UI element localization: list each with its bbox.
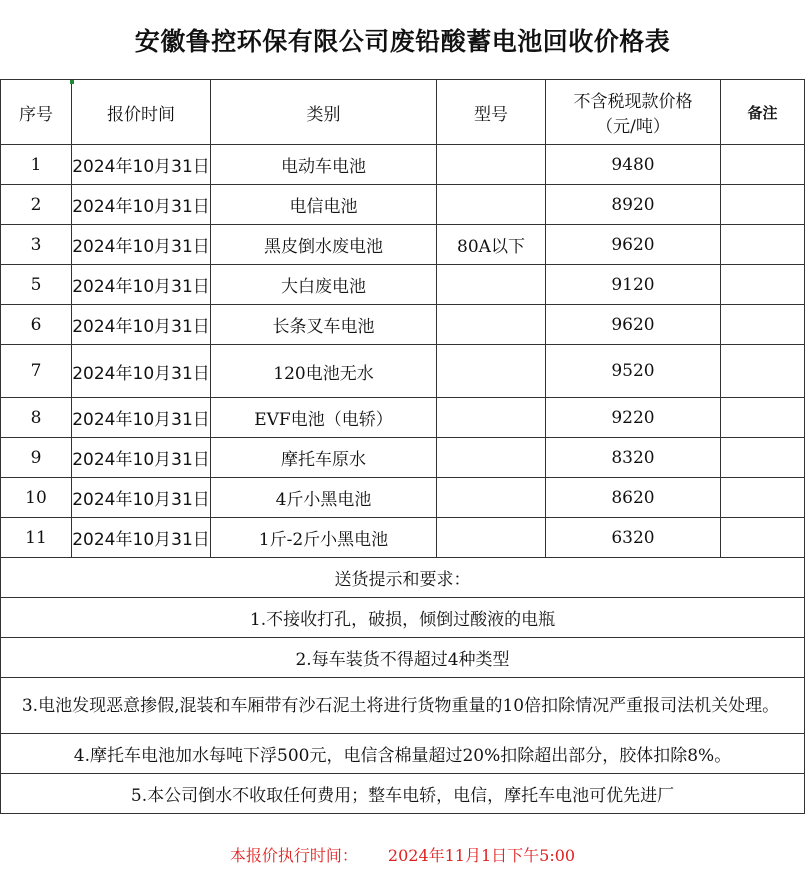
row-category: 大白废电池 [211,265,437,305]
row-model [437,185,546,225]
row-no: 6 [1,305,72,345]
row-model: 80A以下 [437,225,546,265]
header-category: 类别 [211,80,437,145]
requirement-row [1,678,805,734]
row-category: 摩托车原水 [211,438,437,478]
row-note [721,398,805,438]
row-price: 9480 [546,145,721,185]
row-note [721,225,805,265]
row-note [721,305,805,345]
table-row [1,478,805,518]
row-category: 4斤小黑电池 [211,478,437,518]
row-note [721,345,805,398]
requirement-row [1,598,805,638]
row-model [437,265,546,305]
requirement-item: 1.不接收打孔，破损，倾倒过酸液的电瓶 [1,598,805,638]
row-price: 9220 [546,398,721,438]
row-model [437,398,546,438]
row-category: 电动车电池 [211,145,437,185]
execution-time-value: 2024年11月1日下午5:00 [387,845,576,865]
requirement-item: 5.本公司倒水不收取任何费用；整车电轿，电信，摩托车电池可优先进厂 [1,774,805,814]
row-model [437,438,546,478]
table-row [1,518,805,558]
header-model: 型号 [437,80,546,145]
row-date: 2024年10月31日 [72,438,211,478]
table-row [1,185,805,225]
row-date: 2024年10月31日 [72,478,211,518]
row-category: 长条叉车电池 [211,305,437,345]
row-price: 9620 [546,305,721,345]
page-title: 安徽鲁控环保有限公司废铅酸蓄电池回收价格表 [134,27,671,56]
requirements-title: 送货提示和要求： [1,558,805,598]
row-note [721,265,805,305]
header-note: 备注 [721,80,805,145]
row-model [437,518,546,558]
table-row [1,225,805,265]
row-model [437,478,546,518]
table-row [1,398,805,438]
row-price: 8920 [546,185,721,225]
table-row [1,305,805,345]
table-header-row [1,80,805,145]
table-row [1,145,805,185]
requirement-item: 4.摩托车电池加水每吨下浮500元，电信含棉量超过20%扣除超出部分，胶体扣除8%。 [1,734,805,774]
header-price-line2: （元/吨） [596,117,670,137]
row-category: 电信电池 [211,185,437,225]
row-date: 2024年10月31日 [72,225,211,265]
execution-time [0,838,805,870]
row-no: 11 [1,518,72,558]
row-price: 8320 [546,438,721,478]
header-price-line1: 不含税现款价格 [573,92,693,112]
row-price: 9520 [546,345,721,398]
row-model [437,305,546,345]
header-no: 序号 [1,80,72,145]
row-model [437,345,546,398]
row-price: 8620 [546,478,721,518]
row-no: 5 [1,265,72,305]
requirements-title-row [1,558,805,598]
row-no: 2 [1,185,72,225]
row-price: 6320 [546,518,721,558]
row-date: 2024年10月31日 [72,518,211,558]
row-no: 8 [1,398,72,438]
row-price: 9120 [546,265,721,305]
table-row [1,265,805,305]
execution-time-label: 本报价执行时间： [229,845,358,865]
row-date: 2024年10月31日 [72,265,211,305]
header-time: 报价时间 [72,80,211,145]
row-note [721,185,805,225]
row-note [721,518,805,558]
requirement-row [1,638,805,678]
requirement-row [1,734,805,774]
row-model [437,145,546,185]
table-row [1,345,805,398]
cell-marker [70,80,74,84]
row-date: 2024年10月31日 [72,398,211,438]
row-note [721,145,805,185]
row-date: 2024年10月31日 [72,305,211,345]
requirement-item: 3.电池发现恶意掺假,混装和车厢带有沙石泥土将进行货物重量的10倍扣除情况严重报司法机关处理。 [1,678,805,734]
row-no: 1 [1,145,72,185]
table-row [1,438,805,478]
row-date: 2024年10月31日 [72,185,211,225]
requirement-row [1,774,805,814]
row-category: EVF电池（电轿） [211,398,437,438]
row-category: 黑皮倒水废电池 [211,225,437,265]
row-category: 120电池无水 [211,345,437,398]
row-no: 10 [1,478,72,518]
price-table [0,79,805,814]
row-no: 9 [1,438,72,478]
row-no: 3 [1,225,72,265]
row-date: 2024年10月31日 [72,345,211,398]
row-note [721,438,805,478]
requirement-item: 2.每车装货不得超过4种类型 [1,638,805,678]
row-no: 7 [1,345,72,398]
row-category: 1斤-2斤小黑电池 [211,518,437,558]
row-note [721,478,805,518]
row-date: 2024年10月31日 [72,145,211,185]
row-price: 9620 [546,225,721,265]
header-price [546,80,721,145]
